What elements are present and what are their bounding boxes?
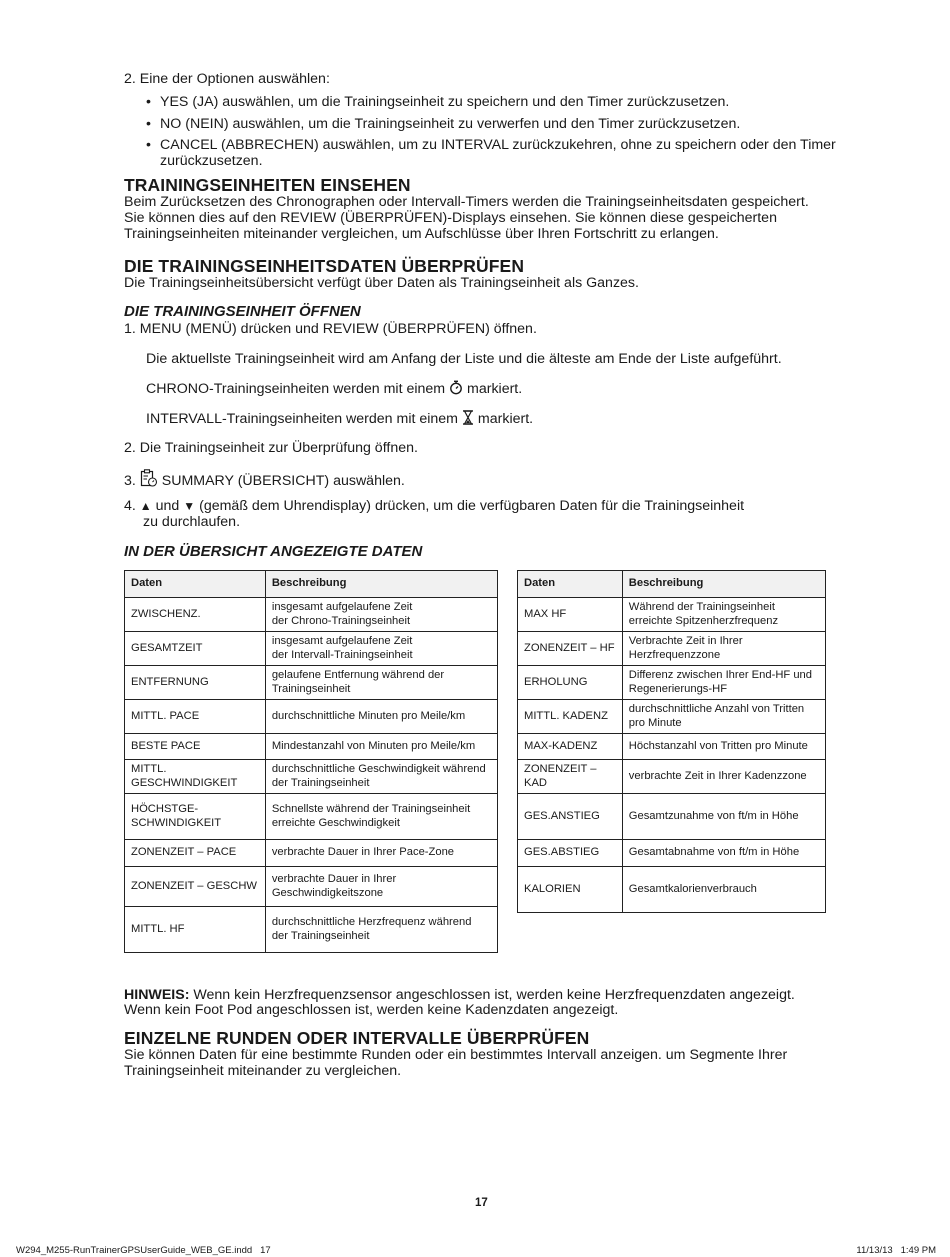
table-row [518,794,826,840]
table-row [125,867,498,907]
step-2 [124,440,418,456]
paragraph-line: Beim Zurücksetzen des Chronographen oder Intervall-Timers werden die Trainingseinheitsdaten gespeichert. [124,194,809,210]
stopwatch-icon [449,380,463,399]
footer-filename: W294_M255-RunTrainerGPSUserGuide_WEB_GE.indd 17 [16,1245,271,1256]
column-header: Daten [125,571,266,598]
table-row [518,632,826,666]
table-row [518,760,826,794]
description-cell: Gesamtzunahme von ft/m in Höhe [622,794,825,840]
paragraph-line: Trainingseinheiten miteinander vergleichen, um Aufschlüsse über Ihren Fortschritt zu erlangen. [124,226,719,242]
column-header: Daten [518,571,623,598]
data-name-cell: GES.ANSTIEG [518,794,623,840]
data-name-cell: MITTL. PACE [125,700,266,734]
summary-data-table-right [517,570,826,913]
step-note: CHRONO-Trainingseinheiten werden mit einem markiert. [146,381,523,397]
data-name-cell: HÖCHSTGE- SCHWINDIGKEIT [125,794,266,840]
hint-label: HINWEIS: [124,987,190,1003]
data-name-cell: GES.ABSTIEG [518,840,623,867]
table-row [518,867,826,913]
step-text: Eine der Optionen auswählen: [139,71,330,87]
table-row [125,700,498,734]
step-note: Die aktuellste Trainingseinheit wird am Anfang der Liste und die älteste am Ende der Liste aufgeführt. [146,351,782,367]
option-bullet: • NO (NEIN) auswählen, um die Trainingseinheit zu verwerfen und den Timer zurückzusetzen. [146,116,741,132]
hint-line: Wenn kein Foot Pod angeschlossen ist, werden keine Kadenzdaten angezeigt. [124,1002,619,1018]
data-name-cell: KALORIEN [518,867,623,913]
step-number: 1. [124,321,136,337]
paragraph-line: Sie können dies auf den REVIEW (ÜBERPRÜFEN)-Displays einsehen. Sie können diese gespeicherten [124,210,777,226]
table-row [518,598,826,632]
subsection-heading: DIE TRAININGSEINHEIT ÖFFNEN [124,303,361,320]
clipboard-icon [140,469,158,492]
table-row [518,700,826,734]
description-cell: Höchstanzahl von Tritten pro Minute [622,734,825,760]
column-header: Beschreibung [265,571,497,598]
data-name-cell: ERHOLUNG [518,666,623,700]
option-bullet: • YES (JA) auswählen, um die Trainingseinheit zu speichern und den Timer zurückzusetzen. [146,94,730,110]
data-name-cell: MITTL. HF [125,907,266,953]
step-3 [124,469,405,492]
table-row [125,907,498,953]
step-text: SUMMARY (ÜBERSICHT) auswählen. [161,473,405,489]
table-row [518,840,826,867]
data-name-cell: ZONENZEIT – GESCHW [125,867,266,907]
table-row [518,734,826,760]
data-name-cell: ZONENZEIT – PACE [125,840,266,867]
paragraph-line: Die Trainingseinheitsübersicht verfügt über Daten als Trainingseinheit als Ganzes. [124,275,639,291]
data-name-cell: ZWISCHENZ. [125,598,266,632]
data-name-cell: MAX HF [518,598,623,632]
description-cell: durchschnittliche Anzahl von Tritten pro Minute [622,700,825,734]
description-cell: insgesamt aufgelaufene Zeit der Intervall-Trainingseinheit [265,632,497,666]
hint-line: HINWEIS: Wenn kein Herzfrequenzsensor angeschlossen ist, werden keine Herzfrequenzdaten angezeigt. [124,987,795,1003]
step-4-continuation: zu durchlaufen. [143,514,241,530]
data-name-cell: BESTE PACE [125,734,266,760]
table-row [125,734,498,760]
step-text: MENU (MENÜ) drücken und REVIEW (ÜBERPRÜFEN) öffnen. [139,321,537,337]
bullet-icon: • [146,137,151,153]
description-cell: insgesamt aufgelaufene Zeit der Chrono-Trainingseinheit [265,598,497,632]
section-heading: TRAININGSEINHEITEN EINSEHEN [124,175,411,195]
footer-timestamp: 11/13/13 1:49 PM [856,1245,936,1256]
column-header: Beschreibung [622,571,825,598]
section-heading: DIE TRAININGSEINHEITSDATEN ÜBERPRÜFEN [124,256,525,276]
page-number: 17 [475,1197,488,1209]
description-cell: verbrachte Dauer in Ihrer Geschwindigkeitszone [265,867,497,907]
description-cell: Während der Trainingseinheit erreichte Spitzenherzfrequenz [622,598,825,632]
description-cell: verbrachte Dauer in Ihrer Pace-Zone [265,840,497,867]
step-number: 2. [124,440,136,456]
data-name-cell: MITTL. GESCHWINDIGKEIT [125,760,266,794]
step-1 [124,321,537,337]
table-row [125,666,498,700]
up-arrow-icon: ▲ [139,499,152,513]
description-cell: Verbrachte Zeit in Ihrer Herzfrequenzzone [622,632,825,666]
description-cell: Differenz zwischen Ihrer End-HF und Regenerierungs-HF [622,666,825,700]
step-4: 4. ▲ und ▼ (gemäß dem Uhrendisplay) drücken, um die verfügbaren Daten für die Trainingseinheit [124,498,745,514]
description-cell: Schnellste während der Trainingseinheit erreichte Geschwindigkeit [265,794,497,840]
summary-data-table-left [124,570,498,953]
data-name-cell: ZONENZEIT – HF [518,632,623,666]
option-bullet: • CANCEL (ABBRECHEN) auswählen, um zu INTERVAL zurückzukehren, ohne zu speichern oder den Timer [146,137,836,153]
table-row [125,632,498,666]
down-arrow-icon: ▼ [183,499,196,513]
description-cell: durchschnittliche Herzfrequenz während der Trainingseinheit [265,907,497,953]
description-cell: gelaufene Entfernung während der Trainingseinheit [265,666,497,700]
data-name-cell: ZONENZEIT – KAD [518,760,623,794]
step-number: 4. [124,498,136,514]
step-text: Die Trainingseinheit zur Überprüfung öffnen. [139,440,418,456]
hourglass-icon [462,410,474,429]
paragraph-line: Sie können Daten für eine bestimmte Runden oder ein bestimmtes Intervall anzeigen. um Segmente Ihrer [124,1047,788,1063]
data-name-cell: GESAMTZEIT [125,632,266,666]
table-row [125,794,498,840]
option-bullet-continuation: zurückzusetzen. [160,153,263,169]
table-row [125,840,498,867]
table-row [518,666,826,700]
description-cell: Gesamtabnahme von ft/m in Höhe [622,840,825,867]
data-name-cell: ENTFERNUNG [125,666,266,700]
step-note: INTERVALL-Trainingseinheiten werden mit einem markiert. [146,411,534,427]
step-number: 2. [124,71,136,87]
table-row [125,760,498,794]
bullet-icon: • [146,116,151,132]
step-2 [124,71,330,87]
description-cell: Gesamtkalorienverbrauch [622,867,825,913]
table-row [125,598,498,632]
bullet-icon: • [146,94,151,110]
step-number: 3. [124,473,136,489]
description-cell: verbrachte Zeit in Ihrer Kadenzzone [622,760,825,794]
description-cell: Mindestanzahl von Minuten pro Meile/km [265,734,497,760]
description-cell: durchschnittliche Geschwindigkeit während der Trainingseinheit [265,760,497,794]
description-cell: durchschnittliche Minuten pro Meile/km [265,700,497,734]
section-heading: EINZELNE RUNDEN ODER INTERVALLE ÜBERPRÜFEN [124,1028,590,1048]
data-name-cell: MITTL. KADENZ [518,700,623,734]
subsection-heading: IN DER ÜBERSICHT ANGEZEIGTE DATEN [124,543,423,560]
data-name-cell: MAX-KADENZ [518,734,623,760]
paragraph-line: Trainingseinheit miteinander zu vergleichen. [124,1063,402,1079]
